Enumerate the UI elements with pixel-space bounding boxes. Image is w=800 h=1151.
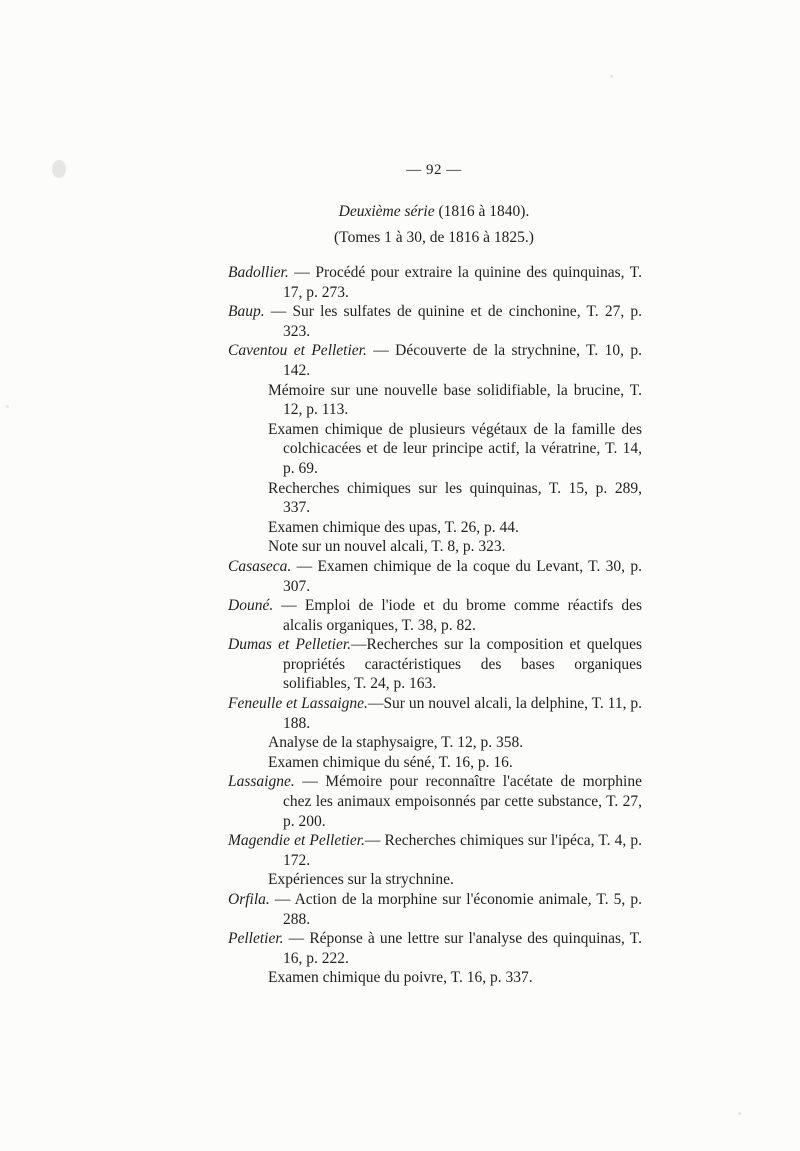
paper-speck [738,1112,741,1115]
entry-text: Examen chimique du poivre, T. 16, p. 337. [268,969,533,987]
entry-text: Recherches chimiques sur les quinquinas, T. 15, p. 289, 337. [268,479,642,517]
entry-text: — Action de la morphine sur l'économie animale, T. 5, p. 288. [269,891,642,928]
entry-text: — Découverte de la strychnine, T. 10, p. 142. [283,342,642,379]
bibliography-entry [228,596,642,635]
entry-text: —Recherches sur la composition et quelques propriétés caractéristiques des bases organiques solifiables, T. 24, p. 163. [283,636,642,693]
bibliography-entry [228,263,642,302]
entry-author: Pelletier. [228,930,284,948]
entry-text: Examen chimique des upas, T. 26, p. 44. [268,518,519,536]
paper-speck [610,75,613,78]
bibliography-entry [228,341,642,380]
entry-text: —Sur un nouvel alcali, la delphine, T. 11, p. 188. [283,695,642,732]
entry-text: Expériences sur la strychnine. [268,871,454,889]
entry-author: Caventou et Pelletier. [228,342,367,360]
bibliography-entry [228,557,642,596]
bibliography-entry [228,518,642,538]
paper-speck [6,405,9,408]
bibliography-entry [228,479,642,518]
entry-text: Note sur un nouvel alcali, T. 8, p. 323. [268,538,506,556]
entry-text: — Examen chimique de la coque du Levant, T. 30, p. 307. [283,557,642,595]
entry-text: — Mémoire pour reconnaître l'acétate de morphine chez les animaux empoisonnés par cette substance, T. 27, p. 200. [283,773,642,830]
series-title-dates: (1816 à 1840). [438,203,530,220]
bibliography-entry [228,537,642,557]
bibliography-entry [228,929,642,968]
entry-text: — Procédé pour extraire la quinine des quinquinas, T. 17, p. 273. [283,264,642,301]
entry-text: Analyse de la staphysaigre, T. 12, p. 358. [268,734,524,752]
bibliography-entry [228,420,642,479]
entry-text: Mémoire sur une nouvelle base solidifiable, la brucine, T. 12, p. 113. [268,381,642,419]
bibliography-entry [228,753,642,773]
entry-text: Examen chimique de plusieurs végétaux de la famille des colchicacées et de leur principe actif, la vératrine, T. 14, p. 69. [268,420,642,477]
series-subtitle: (Tomes 1 à 30, de 1816 à 1825.) [334,229,534,246]
bibliography-entry [228,890,642,929]
entry-author: Orfila. [228,891,270,908]
bibliography-entry [228,694,642,733]
series-title-italic: Deuxième série [338,203,435,220]
entry-author: Casaseca. [228,557,292,575]
entry-author: Feneulle et Lassaigne. [228,695,368,713]
entry-author: Dumas et Pelletier. [228,636,352,654]
bibliography-entry [228,831,642,870]
series-title [0,203,800,221]
entry-author: Baup. [228,303,265,321]
entry-text: — Emploi de l'iode et du brome comme réactifs des alcalis organiques, T. 38, p. 82. [273,597,642,634]
entry-text: — Recherches chimiques sur l'ipéca, T. 4, p. 172. [283,832,642,869]
entry-text: — Sur les sulfates de quinine et de cinchonine, T. 27, p. 323. [264,303,642,340]
bibliography-entry [228,381,642,420]
entry-author: Douné. [228,597,274,615]
entry-author: Magendie et Pelletier. [228,832,365,850]
entry-author: Lassaigne. [228,773,295,791]
bibliography-entry [228,968,642,988]
page-number: — 92 — [406,162,462,178]
bibliography-entry [228,635,642,694]
bibliography-entry [228,870,642,890]
entry-author: Badollier. [228,264,289,281]
entry-text: Examen chimique du séné, T. 16, p. 16. [268,753,513,771]
bibliography-entry [228,302,642,341]
bibliography-entry [228,772,642,831]
bibliography-list [228,263,642,988]
bibliography-entry [228,733,642,753]
entry-text: — Réponse à une lettre sur l'analyse des quinquinas, T. 16, p. 222. [283,930,642,967]
